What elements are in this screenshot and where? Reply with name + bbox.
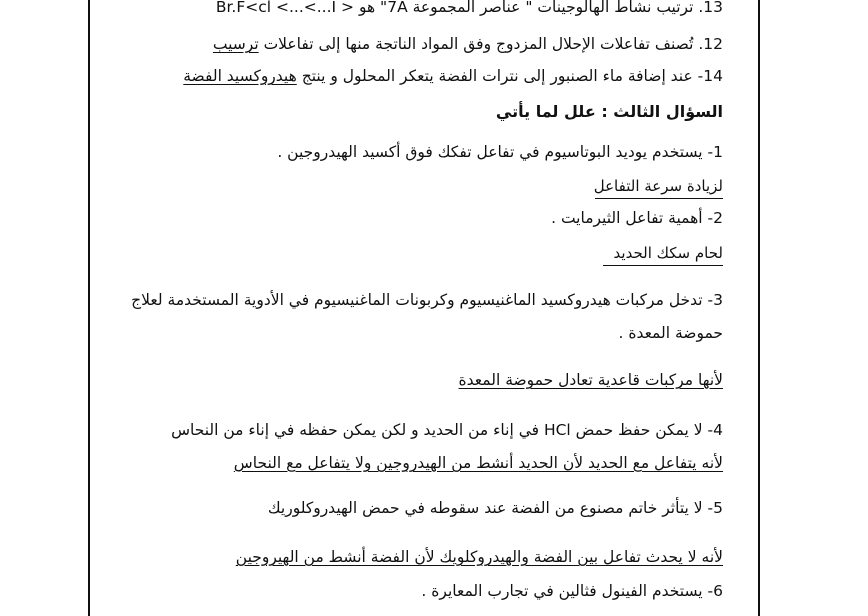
question-14 <box>183 66 723 86</box>
reason-3-line-2: حموضة المعدة . <box>618 324 723 342</box>
section-3-title: السؤال الثالث : علل لما يأتي <box>495 102 723 121</box>
answer-rule <box>603 265 723 266</box>
reason-3-answer: لأنها مركبات قاعدية تعادل حموضة المعدة <box>458 371 723 389</box>
reason-6: 6- يستخدم الفينول فثالين في تجارب المعايرة . <box>421 582 723 600</box>
reason-2: 2- أهمية تفاعل الثيرمايت . <box>551 209 723 227</box>
question-12-text: 12. تُصنف تفاعلات الإحلال المزدوج وفق المواد الناتجة منها إلى تفاعلات <box>263 35 723 53</box>
question-12-answer: ترسيب <box>212 35 259 53</box>
question-13: 13. ترتيب نشاط الهالوجينات " عناصر المجموعة 7A" هو < Br.F<cl <...<...I <box>215 0 723 16</box>
reason-2-answer <box>603 243 723 266</box>
reason-1-answer-text: لزيادة سرعة التفاعل <box>593 177 723 195</box>
reason-5-answer: لأنه لا يحدث تفاعل بين الفضة والهيدروكلويك لأن الفضة أنشط من الهيروجين <box>235 548 723 566</box>
reason-2-answer-text: لحام سكك الحديد <box>613 244 723 262</box>
reason-4-answer: لأنه يتفاعل مع الحديد لأن الحديد أنشط من الهيدروجين ولا يتفاعل مع النحاس <box>233 454 723 472</box>
reason-5: 5- لا يتأثر خاتم مصنوع من الفضة عند سقوطه في حمض الهيدروكلوريك <box>267 499 723 517</box>
reason-1: 1- يستخدم يوديد البوتاسيوم في تفاعل تفكك فوق أكسيد الهيدروجين . <box>277 143 723 161</box>
question-14-answer: هيدروكسيد الفضة <box>183 67 297 85</box>
question-14-text: 14- عند إضافة ماء الصنبور إلى نترات الفضة يتعكر المحلول و ينتج <box>301 67 723 85</box>
reason-3-line-1: 3- تدخل مركبات هيدروكسيد الماغنيسيوم وكربونات الماغنيسيوم في الأدوية المستخدمة لعلاج <box>131 291 723 309</box>
reason-4: 4- لا يمكن حفظ حمض HCl في إناء من الحديد و لكن يمكن حفظه في إناء من النحاس <box>171 421 723 439</box>
reason-1-answer <box>595 176 723 199</box>
answer-rule <box>595 198 723 199</box>
question-12 <box>213 34 723 54</box>
